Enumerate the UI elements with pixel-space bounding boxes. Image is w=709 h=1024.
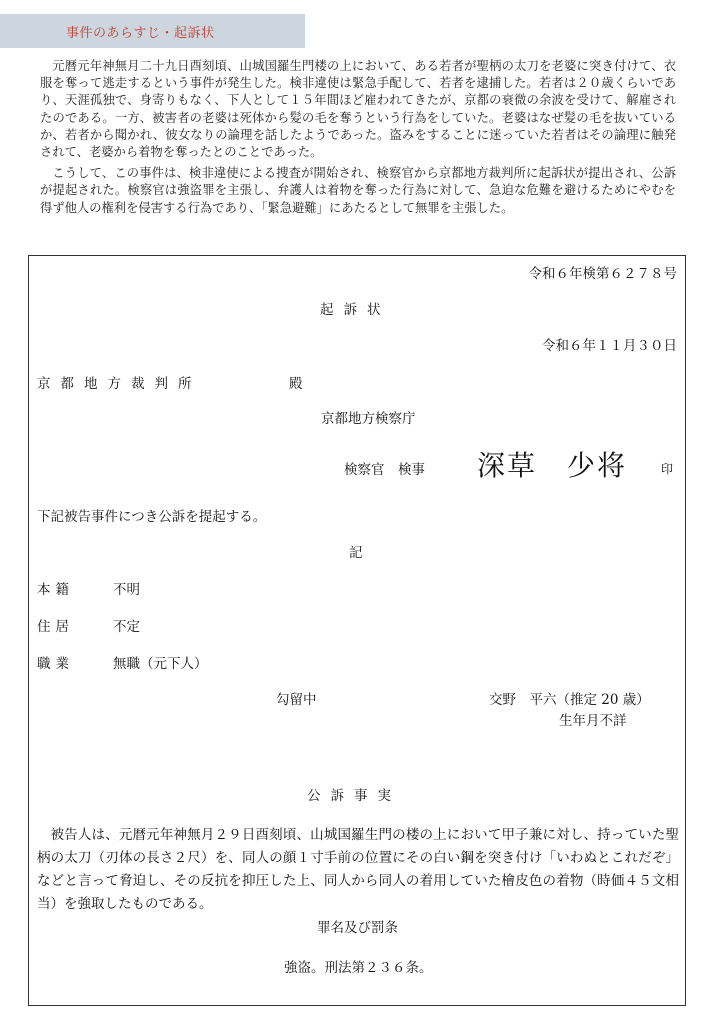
defendant-birthdate: 生年月不詳	[559, 713, 627, 729]
charges-text: 強盗。刑法第２３６条。	[284, 960, 433, 976]
charges-heading: 罪名及び罰条	[317, 920, 398, 936]
indictment-document	[28, 255, 686, 1006]
field-label: 本籍	[37, 582, 74, 598]
field-value: 不明	[113, 582, 140, 598]
facts-body	[37, 824, 679, 916]
summary-paragraph: 元暦元年神無月二十九日酉刻頃、山城国羅生門楼の上において、ある若者が聖柄の太刀を老婆に突き付けて、衣服を奪って逃走するという事件が発生した。検非違使は緊急手配して、若者を逮捕した。若者は２０歳くらいであり、天涯孤独で、身寄りもなく、下人として１５年間ほど雇われてきたが、京都の衰微の余波を受けて、解雇されたのである。一方、被害者の老婆は死体から髪の毛を奪うという行為をしていた。老婆はなぜ髪の毛を抜いているか、若者から聞かれ、彼女なりの論理を話したようであった。盗みをすることに迷っていた若者はその論理に触発されて、老婆から着物を奪ったとのことであった。	[40, 59, 676, 160]
document-title: 起訴状	[320, 302, 391, 318]
summary-paragraph: こうして、この事件は、検非違使による捜査が開始され、検察官から京都地方裁判所に起訴状が提出され、公訴が提起された。検察官は強盗罪を主張し、弁護人は着物を奪った行為に対して、急迫な危難を避けるためにやむを得ず他人の権利を侵害する行為であり、「緊急避難」にあたるとして無罪を主張した。	[40, 166, 676, 215]
prosecutor-role: 検察官 検事	[344, 462, 425, 478]
facts-text: 被告人は、元暦元年神無月２９日酉刻頃、山城国羅生門の楼の上において甲子兼に対し、持っていた聖柄の太刀（刃体の長さ２尺）を、同人の顔１寸手前の位置にその白い鋼を突き付け「いわぬとこれだぞ」などと言って脅迫し、その反抗を抑圧した上、同人から同人の着用していた檜皮色の着物（時価４５文相当）を強取したものである。	[37, 827, 679, 912]
addressee: 京都地方裁判所	[37, 376, 202, 392]
section-title: 事件のあらすじ・起訴状	[66, 26, 215, 41]
ki-heading: 記	[349, 545, 363, 561]
defendant-name: 交野 平六（推定 20 歳）	[489, 692, 650, 708]
field-value: 不定	[113, 619, 140, 635]
field-value: 無職（元下人）	[113, 656, 208, 672]
prosecutor-signature: 深草 少将	[477, 449, 628, 482]
field-label: 職業	[37, 656, 74, 672]
document-date: 令和６年１１月３０日	[542, 338, 677, 354]
detention-status: 勾留中	[276, 692, 317, 708]
case-number: 令和６年検第６２７８号	[528, 266, 677, 282]
honorific: 殿	[289, 376, 303, 392]
case-summary	[40, 58, 676, 221]
facts-heading: 公訴事実	[307, 788, 401, 804]
field-label: 住居	[37, 619, 74, 635]
seal-mark: 印	[661, 462, 674, 476]
filing-statement: 下記被告事件につき公訴を提起する。	[37, 509, 267, 525]
prosecutor-office: 京都地方検察庁	[321, 411, 416, 427]
